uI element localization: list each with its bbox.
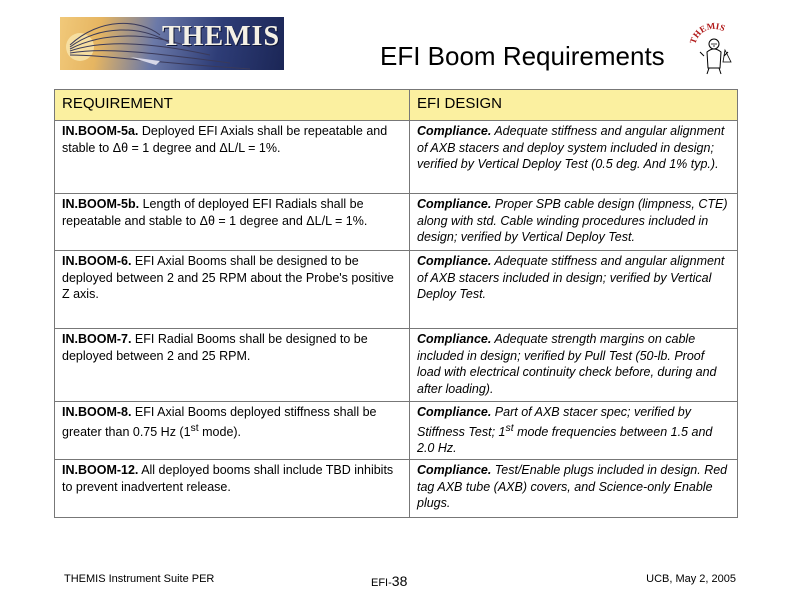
design-cell xyxy=(410,194,738,251)
requirement-id: IN.BOOM-6. xyxy=(62,254,132,268)
table-row xyxy=(55,121,738,194)
design-text: Adequate stiffness and angular alignment of AXB stacers and deploy system included in design; verified by Vertical Deploy Test (0.5 deg. And 1% typ.). xyxy=(417,124,725,171)
requirement-id: IN.BOOM-5a. xyxy=(62,124,139,138)
design-text: Adequate stiffness and angular alignment of AXB stacers included in design; verified by Vertical Deploy Test. xyxy=(417,254,725,301)
requirement-text: Deployed EFI Axials shall be repeatable and stable to Δθ = 1 degree and ΔL/L = 1%. xyxy=(62,124,388,155)
requirement-cell xyxy=(55,402,410,460)
requirement-text: EFI Radial Booms shall be designed to be deployed between 2 and 25 RPM. xyxy=(62,332,368,363)
requirement-cell xyxy=(55,251,410,329)
logo-text: THEMIS xyxy=(162,21,281,52)
design-lead: Compliance. xyxy=(417,197,492,211)
ordinal-suffix: st xyxy=(190,422,199,434)
themis-logo xyxy=(60,17,284,70)
svg-text:THEMIS xyxy=(688,22,727,45)
design-lead: Compliance. xyxy=(417,124,492,138)
column-header-efi-design: EFI DESIGN xyxy=(410,90,738,121)
requirement-cell xyxy=(55,460,410,518)
requirement-text-end: mode). xyxy=(198,424,242,439)
page-num: 38 xyxy=(391,573,408,589)
requirement-id: IN.BOOM-8. xyxy=(62,405,132,419)
table-header-row xyxy=(55,90,738,121)
table-row xyxy=(55,460,738,518)
requirement-id: IN.BOOM-12. xyxy=(62,463,139,477)
requirement-text: Length of deployed EFI Radials shall be repeatable and stable to Δθ = 1 degree and ΔL/L = 1%. xyxy=(62,197,368,228)
design-text: Part of AXB stacer spec; verified by Stiffness Test; 1 xyxy=(417,405,691,439)
requirement-id: IN.BOOM-7. xyxy=(62,332,132,346)
design-lead: Compliance. xyxy=(417,463,492,477)
requirement-cell xyxy=(55,329,410,402)
requirement-id: IN.BOOM-5b. xyxy=(62,197,140,211)
requirement-text: All deployed booms shall include TBD inhibits to prevent inadvertent release. xyxy=(62,463,394,494)
table-row xyxy=(55,251,738,329)
footer-presentation-title: THEMIS Instrument Suite PER xyxy=(64,573,215,585)
column-header-requirement: REQUIREMENT xyxy=(55,90,410,121)
design-cell xyxy=(410,121,738,194)
design-text: Proper SPB cable design (limpness, CTE) along with std. Cable winding procedures included in design; verified by Vertical Deploy Test. xyxy=(417,197,728,244)
requirement-text: EFI Axial Booms shall be designed to be deployed between 2 and 25 RPM about the Probe's positive Z axis. xyxy=(62,254,394,301)
mascot-text: THEMIS xyxy=(687,22,727,46)
design-lead: Compliance. xyxy=(417,405,492,419)
table-row xyxy=(55,402,738,460)
requirements-table xyxy=(54,89,738,518)
slide-title: EFI Boom Requirements xyxy=(380,41,665,71)
design-cell xyxy=(410,460,738,518)
requirement-text: EFI Axial Booms deployed stiffness shall be greater than 0.75 Hz (1 xyxy=(62,405,377,439)
requirement-cell xyxy=(55,194,410,251)
design-text-end: mode frequencies between 1.5 and 2.0 Hz. xyxy=(417,424,713,456)
design-cell xyxy=(410,329,738,402)
themis-mascot-logo xyxy=(687,22,741,76)
footer-page-number xyxy=(371,573,407,589)
design-text: Test/Enable plugs included in design. Red tag AXB tube (AXB) covers, and Science-only Enable plugs. xyxy=(417,463,728,510)
table-row xyxy=(55,329,738,402)
page-prefix: EFI- xyxy=(371,577,392,589)
design-lead: Compliance. xyxy=(417,254,492,268)
design-cell xyxy=(410,251,738,329)
ordinal-suffix: st xyxy=(505,422,514,434)
design-cell xyxy=(410,402,738,460)
design-text: Adequate strength margins on cable included in design; verified by Pull Test (50-lb. Proof load with electrical continuity check before, during and after loading). xyxy=(417,332,717,396)
design-lead: Compliance. xyxy=(417,332,492,346)
requirement-cell xyxy=(55,121,410,194)
footer-date: UCB, May 2, 2005 xyxy=(646,573,736,585)
table-row xyxy=(55,194,738,251)
